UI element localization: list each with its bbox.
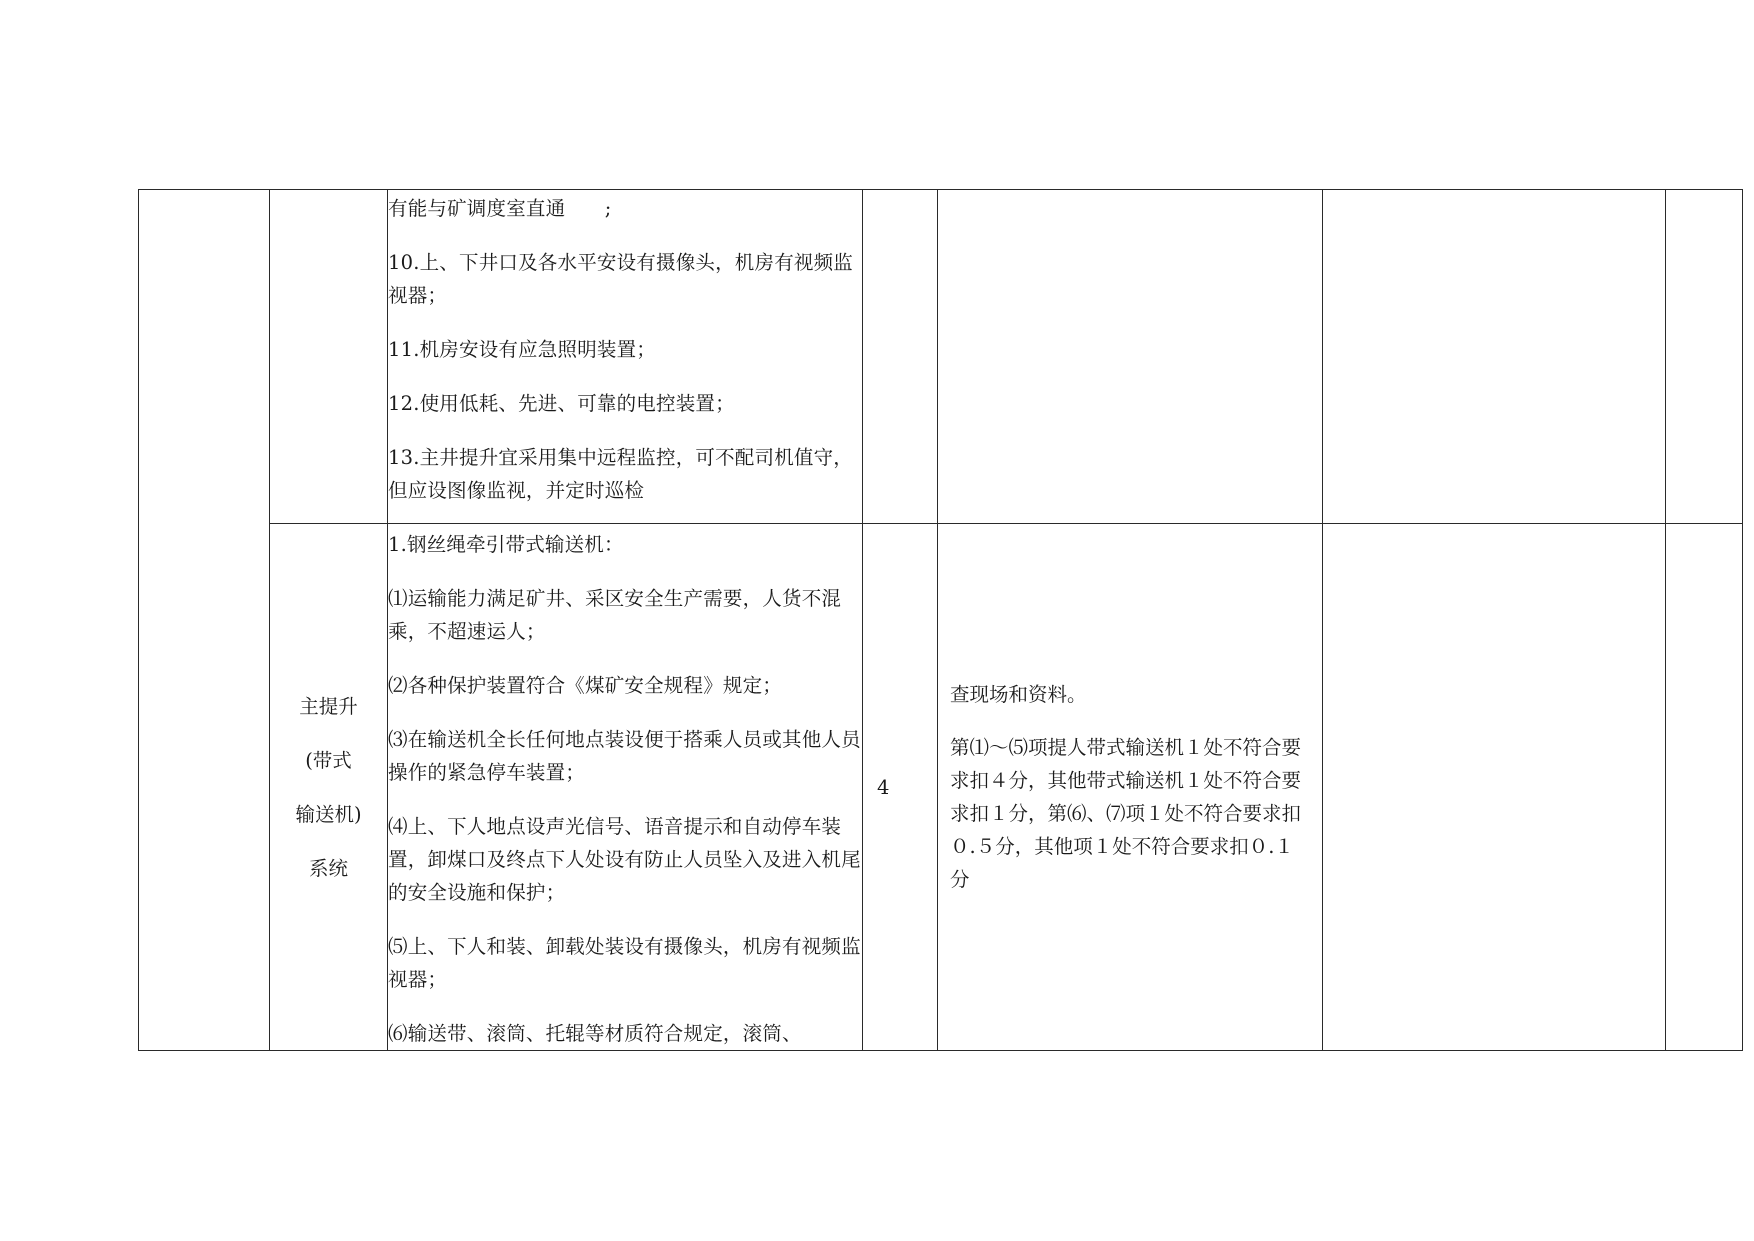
method-cell [938, 190, 1323, 524]
requirements-cell [388, 190, 863, 524]
requirement-item: 1.钢丝绳牵引带式输送机： [388, 533, 624, 556]
total-cell [1666, 524, 1743, 1051]
requirement-item: 11.机房安设有应急照明装置； [388, 338, 657, 361]
requirement-item: 12.使用低耗、先进、可靠的电控装置； [388, 392, 735, 415]
requirement-item: ⑶在输送机全长任何地点装设便于搭乘人员或其他人员操作的紧急停车装置； [388, 728, 861, 784]
subject-line: 系统 [308, 856, 348, 880]
subject-cell [270, 524, 388, 1051]
method-text: 第⑴～⑸项提人带式输送机１处不符合要求扣４分，其他带式输送机１处不符合要求扣１分，第⑹、⑺项１处不符合要求扣０.５分，其他项１处不符合要求扣０.１分 [950, 736, 1302, 891]
subject-cell [270, 190, 388, 524]
requirement-item: 13.主井提升宜采用集中远程监控，可不配司机值守，但应设图像监视，并定时巡检 [388, 446, 854, 502]
requirement-item: ⑷上、下人地点设声光信号、语音提示和自动停车装置，卸煤口及终点下人处设有防止人员坠入及进入机尾的安全设施和保护； [388, 815, 861, 904]
requirement-item: 10.上、下井口及各水平安设有摄像头，机房有视频监视器； [388, 251, 854, 307]
subject-line: 主提升 [299, 694, 358, 718]
project-cell [139, 190, 270, 1051]
requirement-item: ⑸上、下人和装、卸载处装设有摄像头，机房有视频监视器； [388, 935, 861, 991]
document-sheet [138, 189, 1742, 1044]
subject-line: 输送机) [295, 802, 362, 826]
method-cell [938, 524, 1323, 1051]
table-row [139, 524, 1743, 1051]
standards-table [138, 189, 1743, 1051]
subject-line: (带式 [305, 748, 352, 772]
score-cell: 4 [863, 524, 938, 1051]
requirement-item: ⑵各种保护装置符合《煤矿安全规程》规定； [388, 674, 783, 697]
requirement-item: ⑹输送带、滚筒、托辊等材质符合规定，滚筒、 [388, 1022, 802, 1045]
table-row [139, 190, 1743, 524]
deduction-cell [1323, 190, 1666, 524]
requirement-item: 有能与矿调度室直通 ; [388, 197, 612, 220]
score-cell [863, 190, 938, 524]
requirements-cell [388, 524, 863, 1051]
total-cell [1666, 190, 1743, 524]
deduction-cell [1323, 524, 1666, 1051]
requirement-item: ⑴运输能力满足矿井、采区安全生产需要，人货不混乘，不超速运人； [388, 587, 842, 643]
method-text: 查现场和资料。 [950, 683, 1087, 706]
